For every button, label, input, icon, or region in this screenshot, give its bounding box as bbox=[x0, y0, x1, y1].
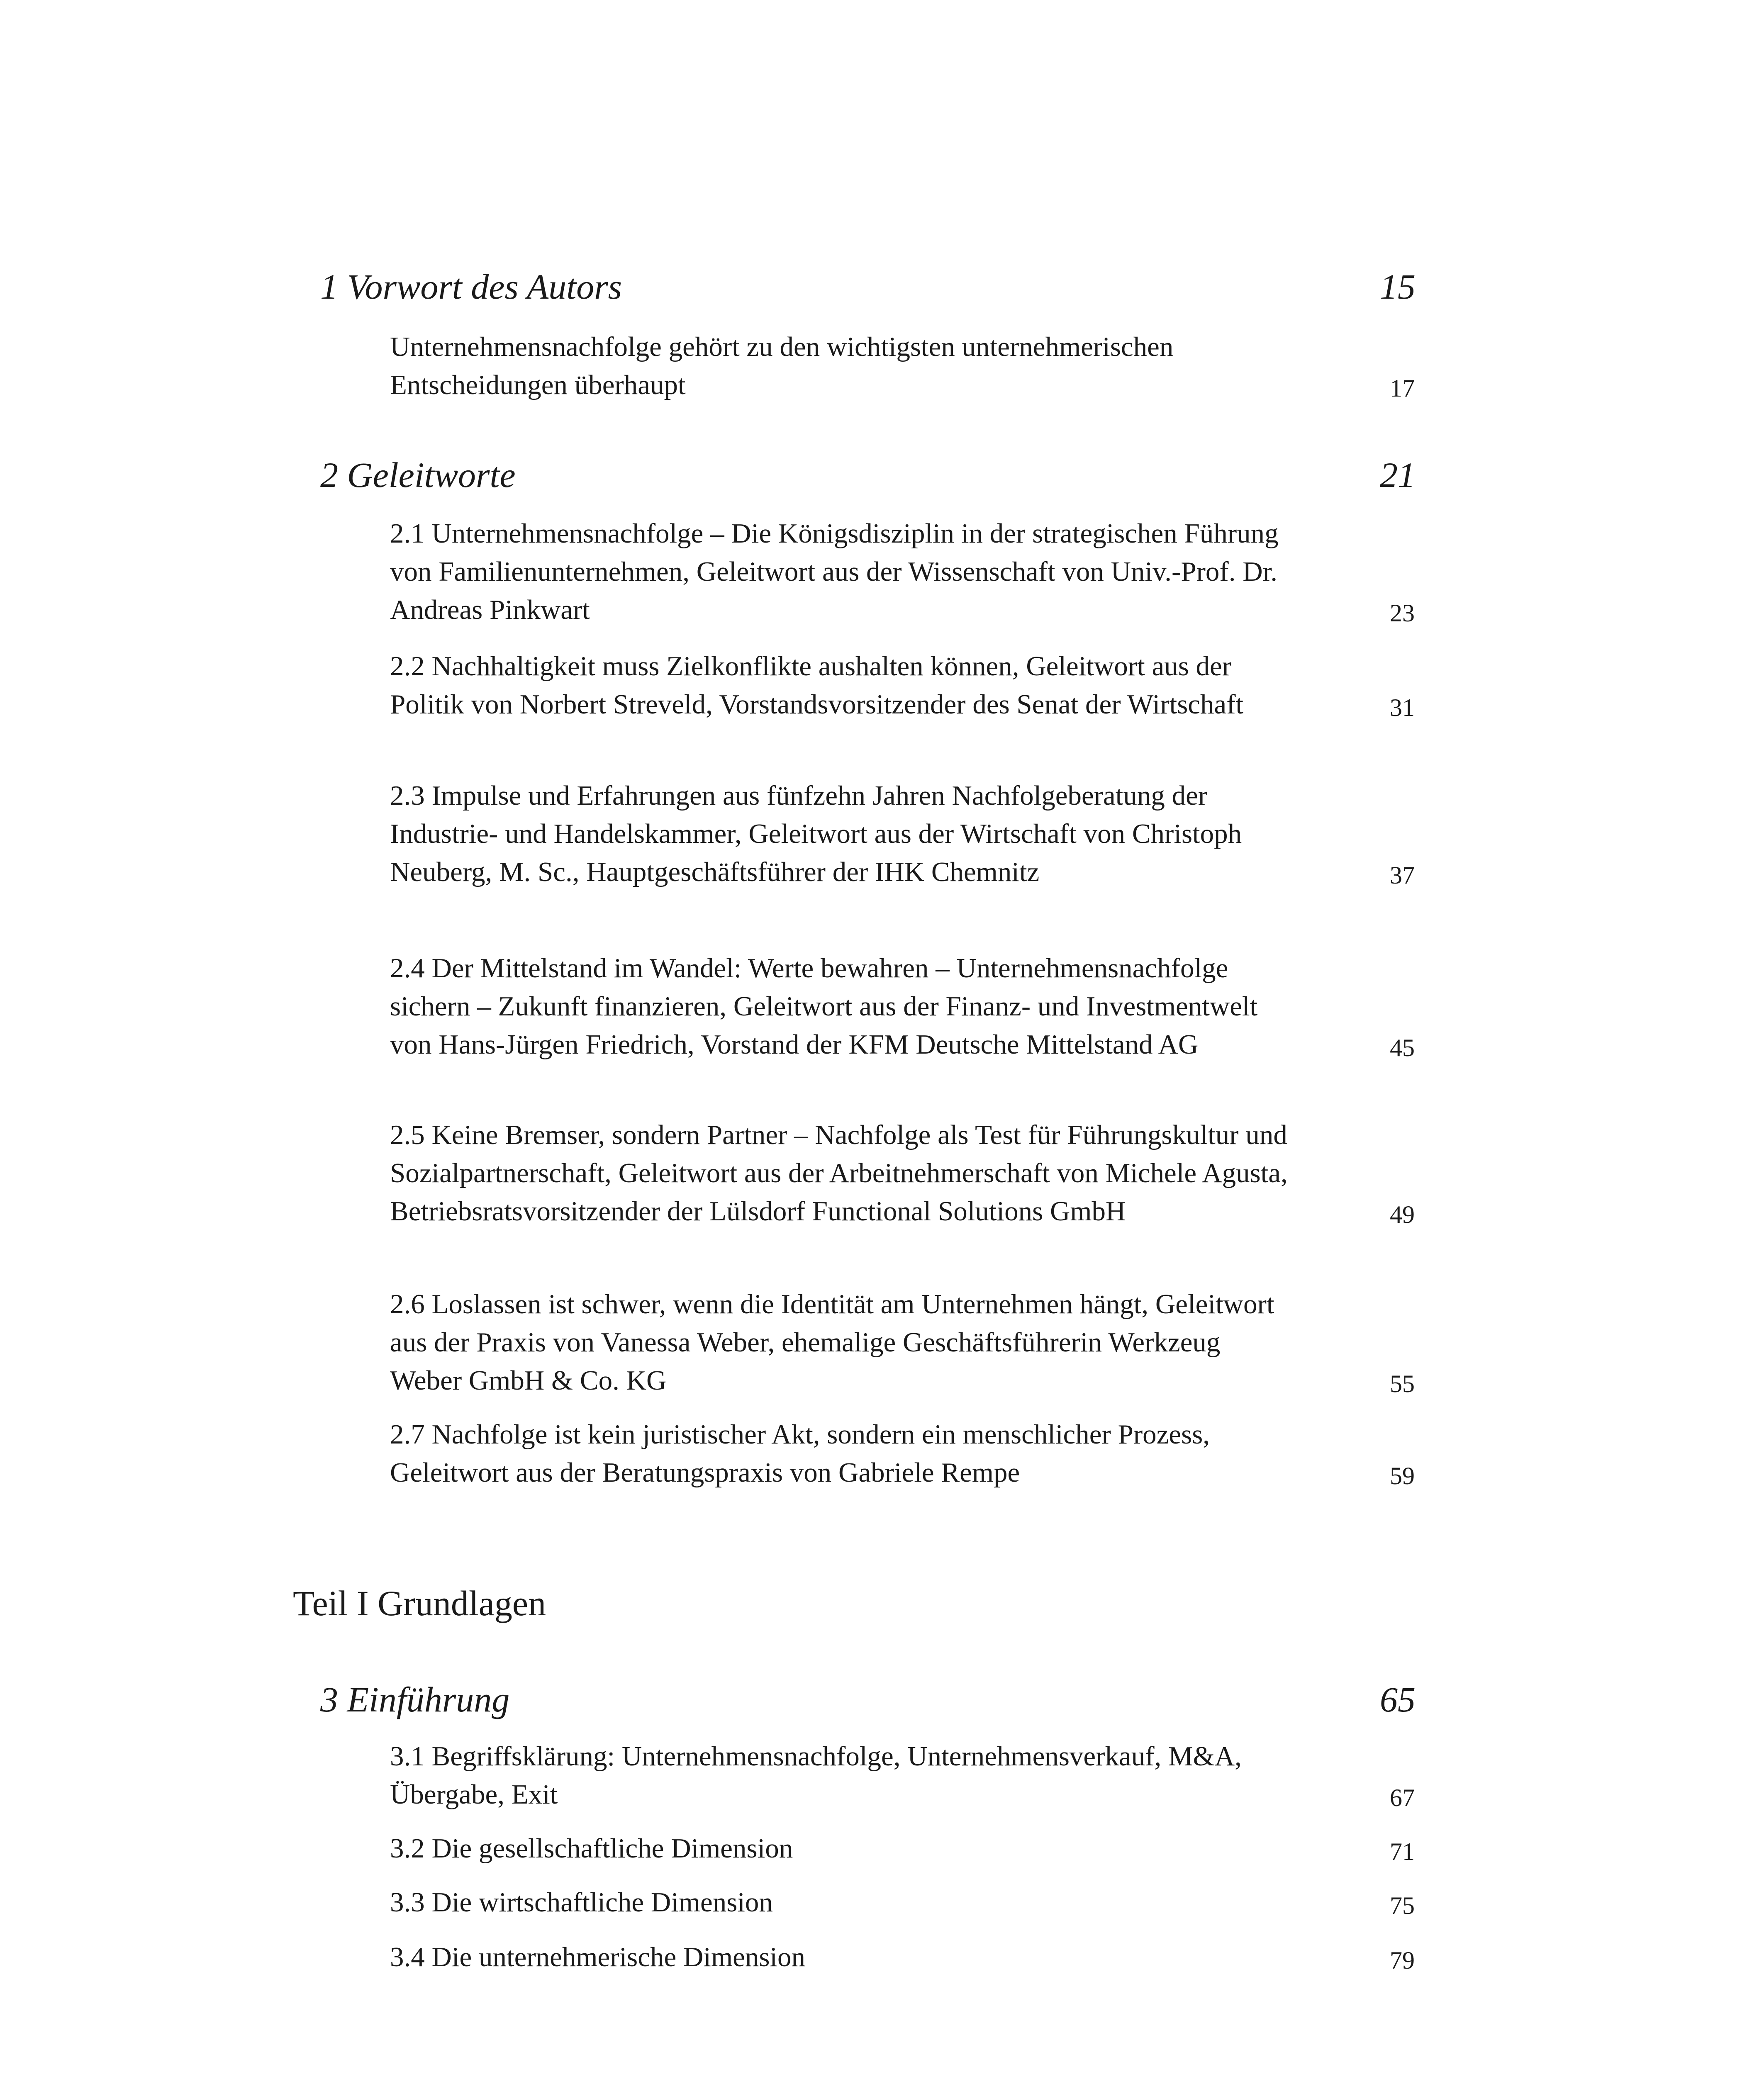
toc-entry bbox=[390, 1116, 1415, 1230]
chapter-heading-1 bbox=[320, 264, 1416, 309]
entry-page-number: 23 bbox=[1390, 599, 1415, 627]
chapter-heading-3 bbox=[320, 1677, 1416, 1722]
entry-page-number: 67 bbox=[1390, 1784, 1415, 1811]
toc-entry bbox=[390, 777, 1415, 891]
toc-entry bbox=[390, 949, 1415, 1064]
chapter-title: 2 Geleitworte bbox=[320, 455, 516, 495]
part-heading: Teil I Grundlagen bbox=[293, 1583, 546, 1623]
entry-page-number: 55 bbox=[1390, 1370, 1415, 1397]
entry-page-number: 31 bbox=[1390, 694, 1415, 721]
toc-entry bbox=[390, 1829, 1415, 1867]
chapter-heading-2 bbox=[320, 452, 1416, 498]
entry-title: 2.3 Impulse und Erfahrungen aus fünfzehn Jahren Nachfolgeberatung der Industrie- und Handelskammer, Geleitwort aus der Wirtschaft von Christoph Neuberg, M. Sc., Hauptgeschäftsführer der IHK Chemnitz bbox=[390, 780, 1242, 887]
entry-title: Unternehmensnachfolge gehört zu den wichtigsten unternehmerischen Entscheidungen überhaupt bbox=[390, 331, 1174, 400]
entry-page-number: 59 bbox=[1390, 1462, 1415, 1490]
entry-title: 2.4 Der Mittelstand im Wandel: Werte bewahren – Unternehmensnachfolge sichern – Zukunft finanzieren, Geleitwort aus der Finanz- und Investmentwelt von Hans-Jürgen Friedrich, Vorstand der KFM Deutsche Mittelstand AG bbox=[390, 953, 1258, 1060]
toc-entry bbox=[390, 1415, 1415, 1492]
toc-entry bbox=[390, 1737, 1415, 1814]
entry-title: 2.7 Nachfolge ist kein juristischer Akt, sondern ein menschlicher Prozess, Geleitwort aus der Beratungspraxis von Gabriele Rempe bbox=[390, 1419, 1210, 1488]
entry-page-number: 79 bbox=[1390, 1947, 1415, 1974]
entry-title: 3.1 Begriffsklärung: Unternehmensnachfolge, Unternehmensverkauf, M&A, Übergabe, Exit bbox=[390, 1741, 1242, 1810]
toc-entry bbox=[390, 647, 1415, 723]
chapter-page-number: 65 bbox=[1380, 1680, 1416, 1719]
entry-page-number: 45 bbox=[1390, 1034, 1415, 1061]
entry-title: 2.1 Unternehmensnachfolge – Die Königsdisziplin in der strategischen Führung von Familienunternehmen, Geleitwort aus der Wissenschaft von Univ.-Prof. Dr. Andreas Pinkwart bbox=[390, 518, 1279, 625]
entry-title: 3.4 Die unternehmerische Dimension bbox=[390, 1942, 806, 1972]
entry-title: 2.6 Loslassen ist schwer, wenn die Identität am Unternehmen hängt, Geleitwort aus der Praxis von Vanessa Weber, ehemalige Geschäftsführerin Werkzeug Weber GmbH & Co. KG bbox=[390, 1289, 1274, 1396]
entry-page-number: 75 bbox=[1390, 1892, 1415, 1919]
entry-page-number: 37 bbox=[1390, 862, 1415, 889]
entry-page-number: 49 bbox=[1390, 1201, 1415, 1228]
entry-title: 2.2 Nachhaltigkeit muss Zielkonflikte aushalten können, Geleitwort aus der Politik von Norbert Streveld, Vorstandsvorsitzender des Senat der Wirtschaft bbox=[390, 651, 1244, 720]
entry-page-number: 71 bbox=[1390, 1838, 1415, 1865]
entry-title: 3.2 Die gesellschaftliche Dimension bbox=[390, 1833, 793, 1864]
entry-title: 3.3 Die wirtschaftliche Dimension bbox=[390, 1887, 773, 1918]
chapter-page-number: 15 bbox=[1380, 267, 1416, 307]
chapter-title: 1 Vorwort des Autors bbox=[320, 267, 622, 307]
chapter-page-number: 21 bbox=[1380, 455, 1416, 495]
toc-entry bbox=[390, 328, 1415, 404]
entry-title: 2.5 Keine Bremser, sondern Partner – Nachfolge als Test für Führungskultur und Sozialpartnerschaft, Geleitwort aus der Arbeitnehmerschaft von Michele Agusta, Betriebsratsvorsitzender der Lülsdorf Functional Solutions GmbH bbox=[390, 1120, 1288, 1227]
entry-page-number: 17 bbox=[1390, 375, 1415, 402]
toc-entry bbox=[390, 514, 1415, 629]
toc-entry bbox=[390, 1285, 1415, 1400]
toc-entry bbox=[390, 1883, 1415, 1921]
toc-entry bbox=[390, 1938, 1415, 1976]
chapter-title: 3 Einführung bbox=[320, 1680, 510, 1719]
